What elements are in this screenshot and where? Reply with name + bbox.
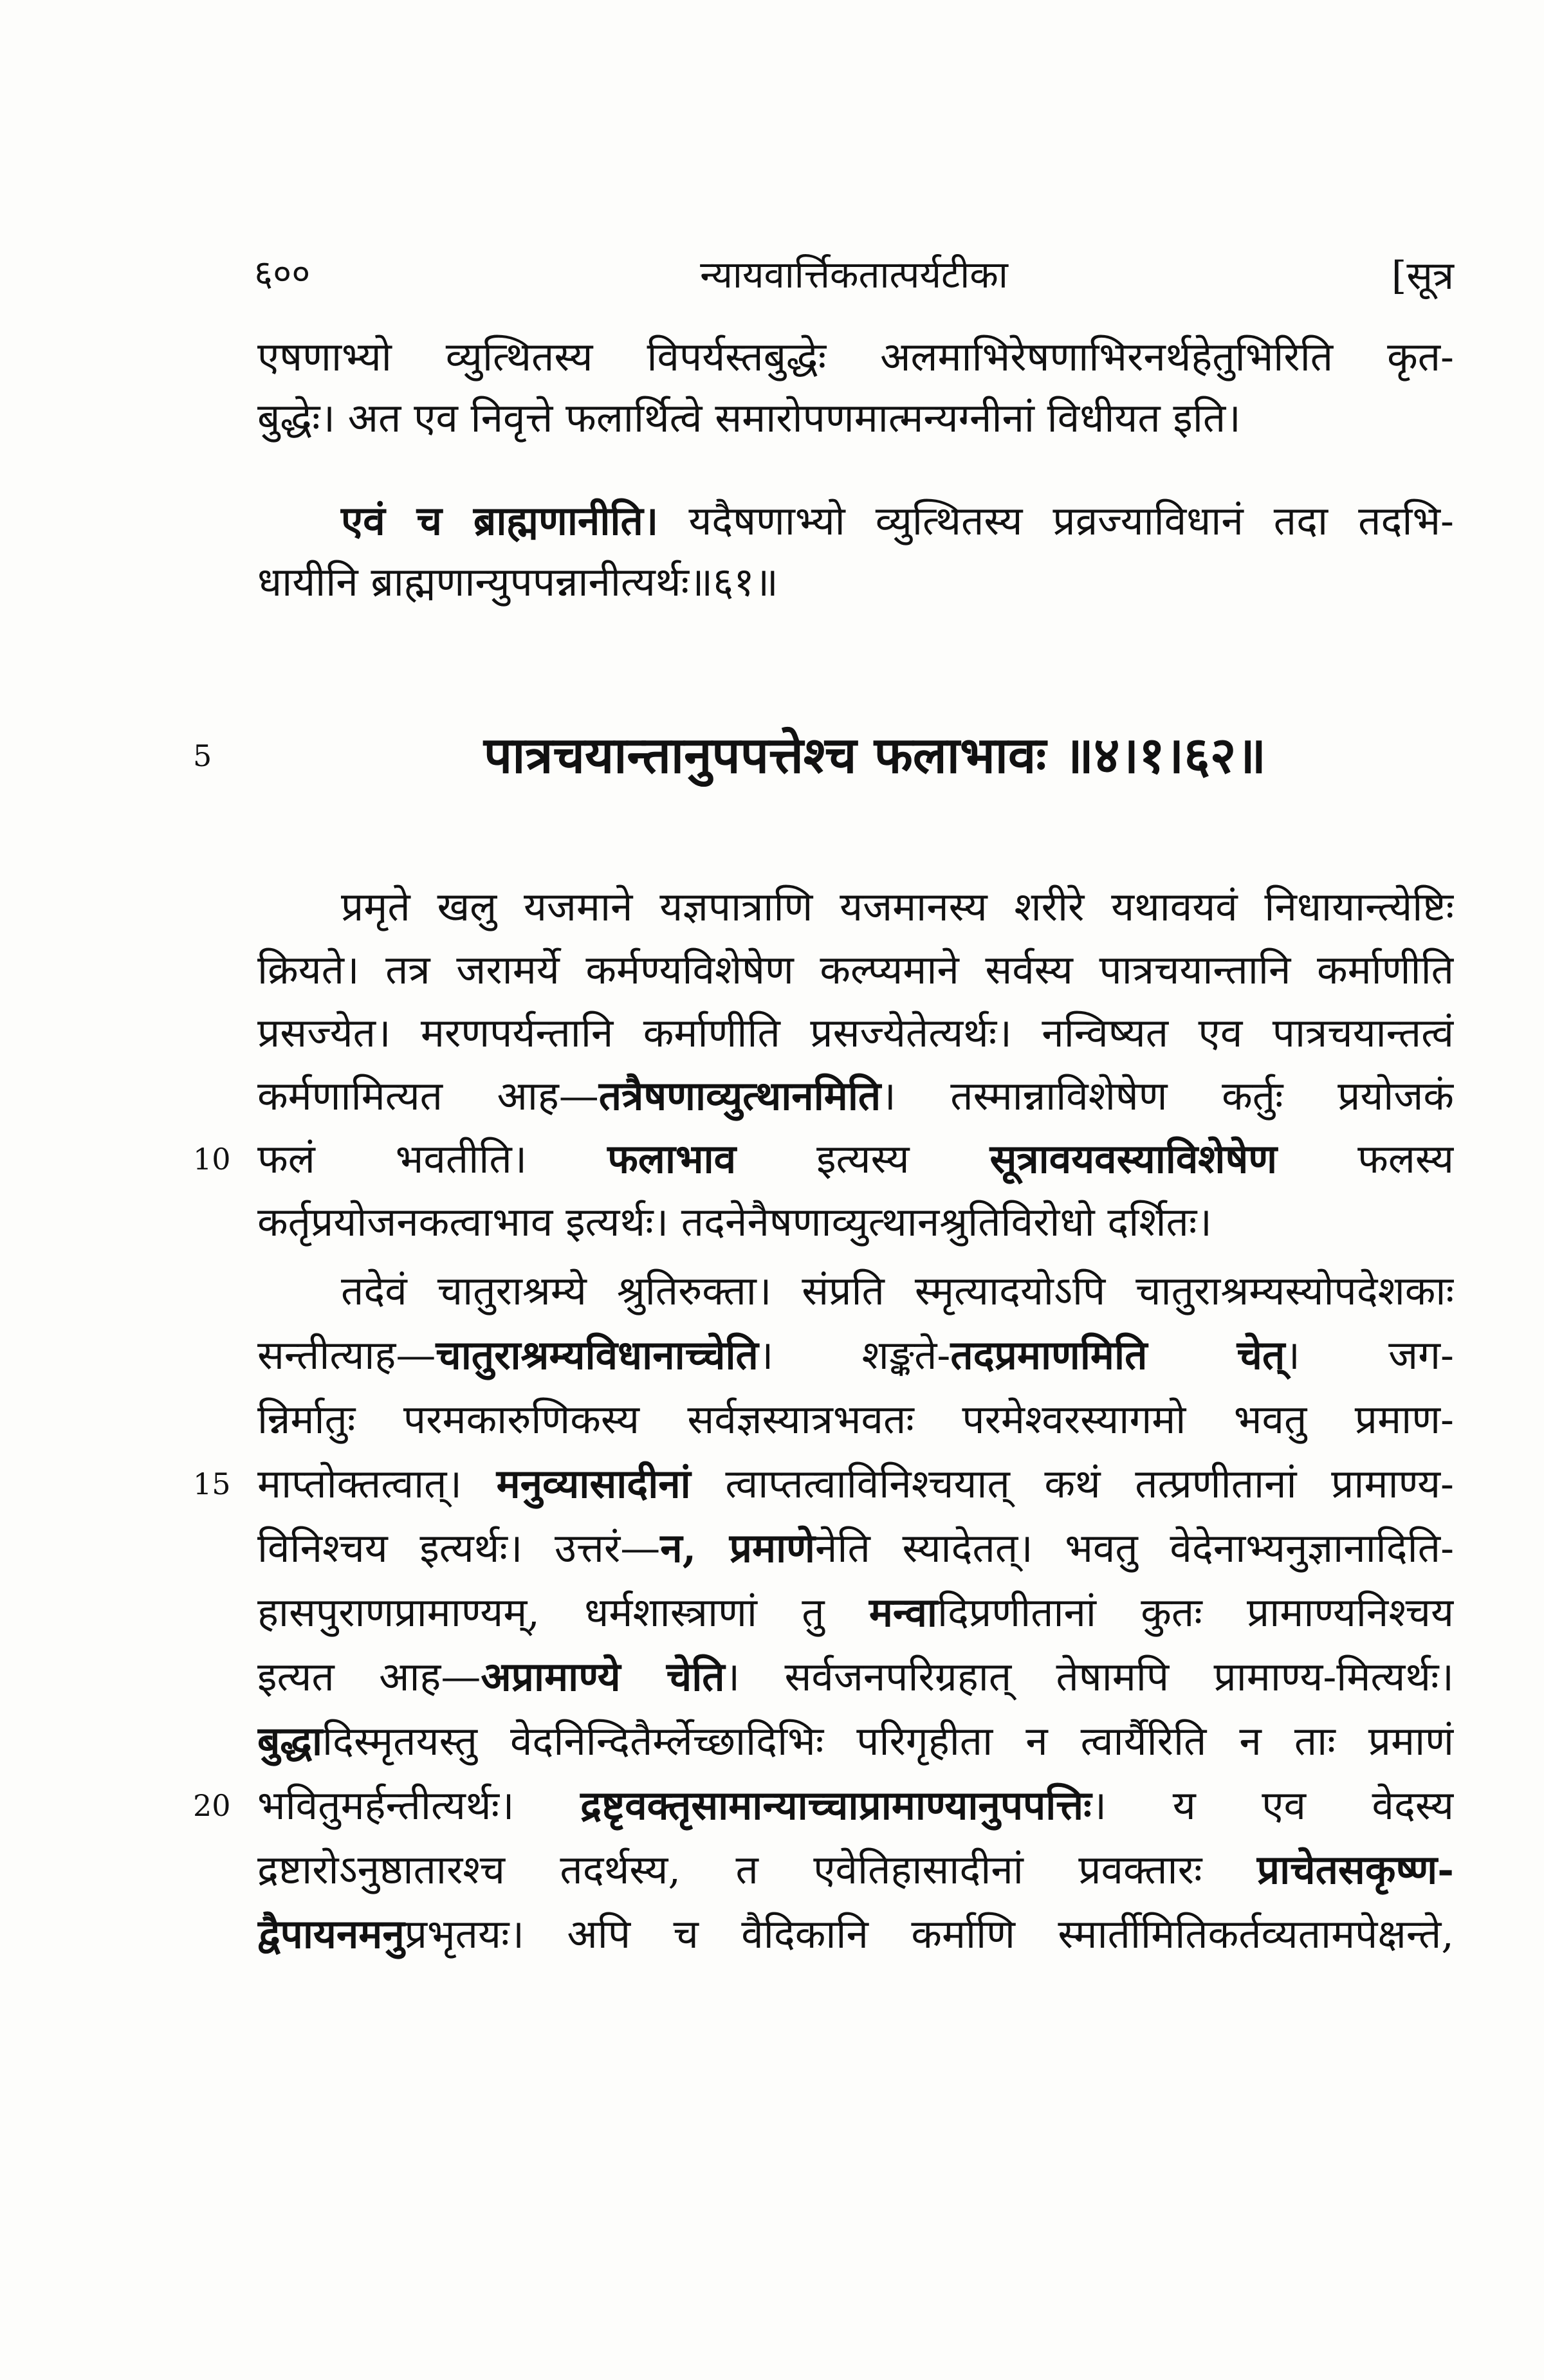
bold-term: मन्वा [868, 1589, 937, 1636]
text-line: प्रसज्येत। मरणपर्यन्तानि कर्माणीति प्रसज्येतेत्यर्थः। नन्विष्यत एव पात्रचयान्तत्वं [257, 1009, 1454, 1056]
page-number: ६०० [254, 253, 311, 295]
text-line: माप्तोक्तत्वात्। मनुव्यासादीनां त्वाप्तत्वाविनिश्चयात् कथं तत्प्रणीतानां प्रामाण्य- [257, 1460, 1454, 1507]
text-line: न्निर्मातुः परमकारुणिकस्य सर्वज्ञस्यात्रभवतः परमेश्वरस्यागमो भवतु प्रमाण- [257, 1396, 1454, 1443]
text-line: इत्यत आह—अप्रामाण्ये चेति। सर्वजनपरिग्रहात् तेषामपि प्रामाण्य-मित्यर्थः। [257, 1653, 1454, 1700]
line-number: 5 [193, 738, 212, 773]
text-line: फलं भवतीति। फलाभाव इत्यस्य सूत्रावयवस्याविशेषेण फलस्य [257, 1135, 1454, 1182]
text-line: सन्तीत्याह—चातुराश्रम्यविधानाच्चेति। शङ्कते-तदप्रमाणमिति चेत्। जग- [257, 1332, 1454, 1378]
text-line: हासपुराणप्रामाण्यम्, धर्मशास्त्राणां तु मन्वादिप्रणीतानां कुतः प्रामाण्यनिश्चय [257, 1589, 1454, 1636]
bold-term: चातुराश्रम्यविधानाच्चेति [436, 1332, 758, 1378]
text-line: एवं च ब्राह्मणानीति। यदैषणाभ्यो व्युत्थितस्य प्रव्रज्याविधानं तदा तदभि- [341, 497, 1454, 544]
text-line: बुद्धादिस्मृतयस्तु वेदनिन्दितैर्म्लेच्छादिभिः परिगृहीता न त्वार्यैरिति न ताः प्रमाणं [257, 1717, 1454, 1764]
running-title: न्यायवार्त्तिकतात्पर्यटीका [700, 253, 1008, 297]
section-marker: [सूत्र [1391, 253, 1454, 298]
text-line: क्रियते। तत्र जरामर्ये कर्मण्यविशेषेण कल्प्यमाने सर्वस्य पात्रचयान्तानि कर्माणीति [257, 946, 1454, 993]
line-number: 20 [193, 1788, 231, 1823]
text-line: धायीनि ब्राह्मणान्युपपन्नानीत्यर्थः॥६१॥ [257, 558, 778, 605]
text-line: तदेवं चातुराश्रम्ये श्रुतिरुक्ता। संप्रति स्मृत्यादयोऽपि चातुराश्रम्यस्योपदेशकाः [341, 1267, 1454, 1314]
text-line: द्वैपायनमनुप्रभृतयः। अपि च वैदिकानि कर्माणि स्मार्तीमितिकर्तव्यतामपेक्षन्ते, [257, 1910, 1454, 1957]
bold-term: तदप्रमाणमिति चेत् [950, 1332, 1285, 1378]
bold-term: सूत्रावयवस्याविशेषेण [989, 1135, 1278, 1182]
sutra-heading: पात्रचयान्तानुपपत्तेश्च फलाभावः ॥४।१।६२॥ [483, 726, 1267, 785]
bold-term: एवं च ब्राह्मणानीति। [341, 497, 659, 544]
text-line: द्रष्टारोऽनुष्ठातारश्च तदर्थस्य, त एवेतिहासादीनां प्रवक्तारः प्राचेतसकृष्ण- [257, 1846, 1454, 1893]
bold-term: द्रष्टृवक्तृसामान्याच्चाप्रामाण्यानुपपत्तिः [580, 1782, 1092, 1829]
text-line: प्रमृते खलु यजमाने यज्ञपात्राणि यजमानस्य शरीरे यथावयवं निधायान्त्येष्टिः [341, 883, 1454, 930]
text-line: बुद्धेः। अत एव निवृत्ते फलार्थित्वे समारोपणमात्मन्यग्नीनां विधीयत इति। [257, 394, 1241, 441]
text-line: विनिश्चय इत्यर्थः। उत्तरं—न, प्रमाणेनेति स्यादेतत्। भवतु वेदेनाभ्यनुज्ञानादिति- [257, 1524, 1454, 1571]
text-line: भवितुमर्हन्तीत्यर्थः। द्रष्टृवक्तृसामान्याच्चाप्रामाण्यानुपपत्तिः। य एव वेदस्य [257, 1782, 1454, 1829]
line-number: 15 [193, 1467, 231, 1501]
bold-term: अप्रामाण्ये चेति [481, 1653, 725, 1700]
bold-term: फलाभाव [607, 1135, 737, 1182]
bold-term: बुद्धा [257, 1717, 322, 1764]
bold-term: न, प्रमाणे [660, 1524, 815, 1571]
bold-term: प्राचेतसकृष्ण- [1256, 1846, 1454, 1893]
text-line: कर्तृप्रयोजनकत्वाभाव इत्यर्थः। तदनेनैषणाव्युत्थानश्रुतिविरोधो दर्शितः। [257, 1198, 1212, 1245]
running-header [254, 248, 1454, 306]
line-number: 10 [193, 1142, 231, 1176]
bold-term: मनुव्यासादीनां [496, 1460, 691, 1507]
text-line: एषणाभ्यो व्युत्थितस्य विपर्यस्तबुद्धेः अलमाभिरेषणाभिरनर्थहेतुभिरिति कृत- [257, 333, 1454, 380]
bold-term: द्वैपायनमनु [257, 1910, 405, 1957]
bold-term: तत्रैषणाव्युत्थानमिति [598, 1072, 881, 1119]
text-line: कर्मणामित्यत आह—तत्रैषणाव्युत्थानमिति। तस्मान्नाविशेषेण कर्तुः प्रयोजकं [257, 1072, 1454, 1119]
